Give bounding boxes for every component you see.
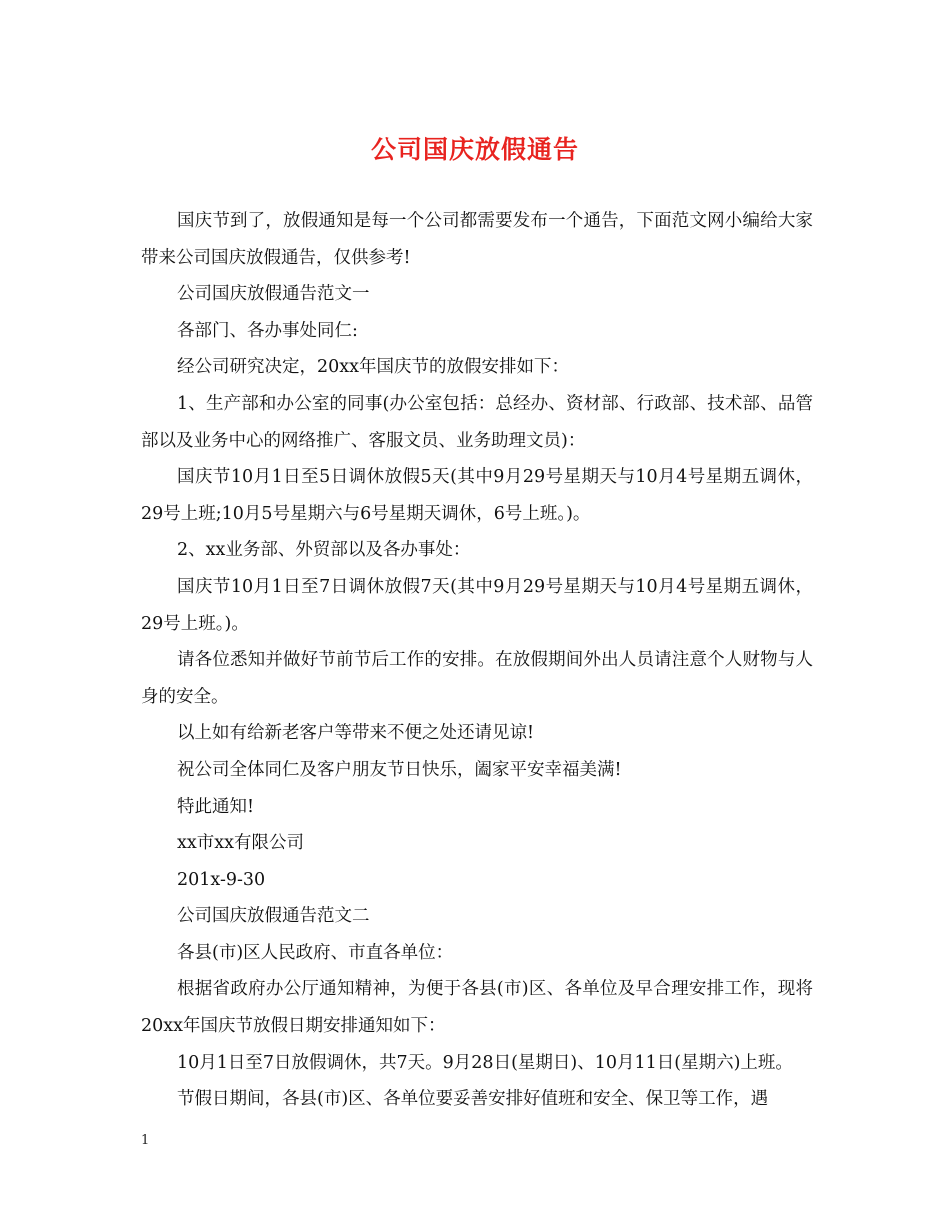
document-date: 201x-9-30	[177, 869, 266, 890]
page-number: 1	[141, 1133, 150, 1148]
section-heading-two: 公司国庆放假通告范文二	[177, 906, 370, 927]
salutation-two: 各县(市)区人民政府、市直各单位：	[177, 942, 454, 963]
paragraph: 节假日期间，各县(市)区、各单位要妥善安排好值班和安全、保卫等工作，遇	[177, 1089, 769, 1110]
paragraph: 经公司研究决定，20xx年国庆节的放假安排如下：	[177, 357, 570, 378]
salutation-one: 各部门、各办事处同仁:	[177, 320, 358, 341]
paragraph: 国庆节10月1日至5日调休放假5天(其中9月29号星期天与10月4号星期五调休，29号上班;10月5号星期六与6号星期天调休，6号上班。)。	[141, 467, 813, 524]
intro-paragraph: 国庆节到了，放假通知是每一个公司都需要发布一个通告，下面范文网小编给大家带来公司国庆放假通告，仅供参考!	[141, 211, 813, 268]
section-heading-one: 公司国庆放假通告范文一	[177, 284, 370, 305]
paragraph: 以上如有给新老客户等带来不便之处还请见谅!	[177, 723, 535, 744]
document-title: 公司国庆放假通告	[370, 135, 579, 164]
paragraph: 1、生产部和办公室的同事(办公室包括：总经办、资材部、行政部、技术部、品管部以及业务中心的网络推广、客服文员、业务助理文员)：	[141, 393, 813, 451]
paragraph: 国庆节10月1日至7日调休放假7天(其中9月29号星期天与10月4号星期五调休，29号上班。)。	[141, 576, 813, 634]
paragraph: 祝公司全体同仁及客户朋友节日快乐，阖家平安幸福美满!	[177, 759, 622, 780]
document-body	[141, 203, 813, 1118]
paragraph: 10月1日至7日放假调休，共7天。9月28日(星期日)、10月11日(星期六)上班。	[177, 1052, 793, 1073]
paragraph: 2、xx业务部、外贸部以及各办事处：	[177, 540, 471, 561]
paragraph: 特此通知!	[177, 796, 255, 817]
paragraph: 请各位悉知并做好节前节后工作的安排。在放假期间外出人员请注意个人财物与人身的安全。	[141, 650, 813, 707]
company-signature: xx市xx有限公司	[177, 833, 304, 854]
paragraph: 根据省政府办公厅通知精神，为便于各县(市)区、各单位及早合理安排工作，现将20xx年国庆节放假日期安排通知如下：	[141, 979, 813, 1037]
